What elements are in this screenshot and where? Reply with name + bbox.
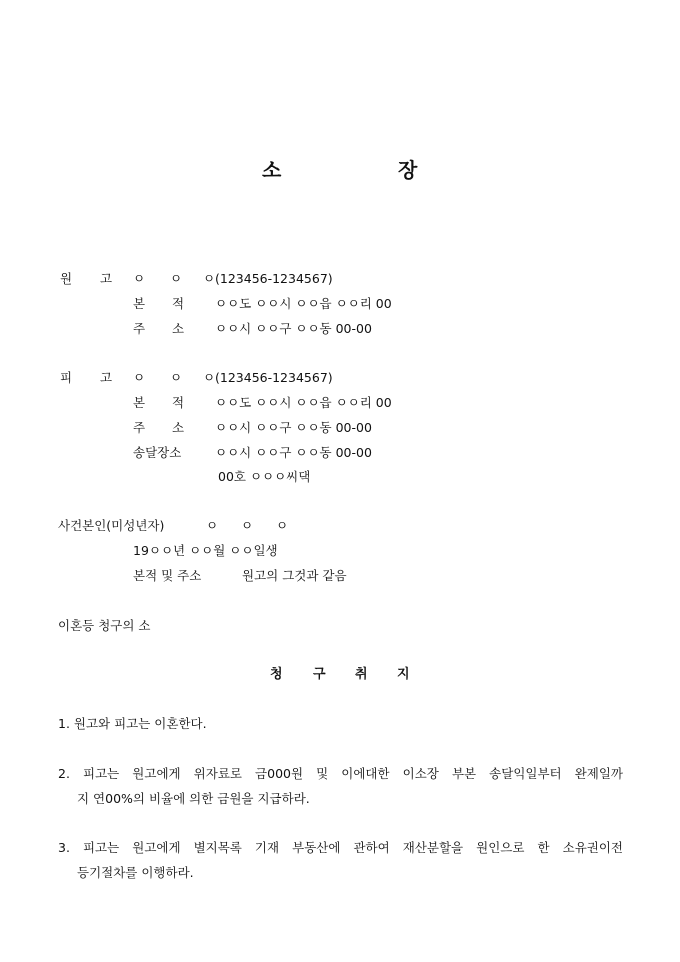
principal-label: 사건본인(미성년자) [58,518,165,533]
defendant-domicile-value: ㅇㅇ도 ㅇㅇ시 ㅇㅇ읍 ㅇㅇ리 00 [215,395,392,410]
defendant-service-value: ㅇㅇ시 ㅇㅇ구 ㅇㅇ동 00-00 [215,445,372,460]
plaintiff-name-char-1: ㅇ [133,271,146,286]
title-char-2: 장 [398,158,418,182]
principal-name-char-3: ㅇ [276,518,289,533]
plaintiff-domicile-value: ㅇㅇ도 ㅇㅇ시 ㅇㅇ읍 ㅇㅇ리 00 [215,296,392,311]
claims-heading-char-2: 구 [313,667,326,682]
defendant-domicile-label-char-1: 본 [133,395,146,410]
defendant-service-label: 송달장소 [133,445,182,460]
defendant-role-char-2: 고 [100,370,113,385]
claim-2-line-2: 지 연00%의 비율에 의한 금원을 지급하라. [77,791,310,806]
plaintiff-name-char-3: ㅇ [203,271,216,286]
principal-name-char-1: ㅇ [206,518,219,533]
title-char-1: 소 [262,158,282,182]
plaintiff-domicile-label-char-2: 적 [172,296,185,311]
plaintiff-role-char-2: 고 [100,271,113,286]
case-name: 이혼등 청구의 소 [58,618,151,633]
claim-3-line-2: 등기절차를 이행하라. [77,865,194,880]
claim-2-line-1: 2. 피고는 원고에게 위자료로 금000원 및 이에대한 이소장 부본 송달익일부터 완제일까 [58,766,623,781]
plaintiff-address-value: ㅇㅇ시 ㅇㅇ구 ㅇㅇ동 00-00 [215,321,372,336]
defendant-domicile-label-char-2: 적 [172,395,185,410]
plaintiff-domicile-label-char-1: 본 [133,296,146,311]
claim-1-line-1: 1. 원고와 피고는 이혼한다. [58,716,207,731]
plaintiff-role-char-1: 원 [60,271,73,286]
defendant-name-char-2: ㅇ [170,370,183,385]
defendant-address-label-char-2: 소 [172,420,185,435]
plaintiff-name-char-2: ㅇ [170,271,183,286]
principal-name-char-2: ㅇ [241,518,254,533]
claims-heading-char-1: 청 [270,667,283,682]
defendant-role-char-1: 피 [60,370,73,385]
principal-domicile-label: 본적 및 주소 [133,568,202,583]
claims-heading-char-4: 지 [397,667,410,682]
plaintiff-id-number: (123456-1234567) [215,271,333,286]
defendant-name-char-1: ㅇ [133,370,146,385]
defendant-id-number: (123456-1234567) [215,370,333,385]
claims-heading-char-3: 취 [355,667,368,682]
defendant-service-address-extra: 00호 ㅇㅇㅇ씨댁 [218,469,311,484]
defendant-name-char-3: ㅇ [203,370,216,385]
principal-birth: 19ㅇㅇ년 ㅇㅇ월 ㅇㅇ일생 [133,543,278,558]
defendant-address-value: ㅇㅇ시 ㅇㅇ구 ㅇㅇ동 00-00 [215,420,372,435]
principal-domicile-value: 원고의 그것과 같음 [242,568,347,583]
claim-3-line-1: 3. 피고는 원고에게 별지목록 기재 부동산에 관하여 재산분할을 원인으로 한 소유권이전 [58,840,623,855]
defendant-address-label-char-1: 주 [133,420,146,435]
plaintiff-address-label-char-1: 주 [133,321,146,336]
plaintiff-address-label-char-2: 소 [172,321,185,336]
